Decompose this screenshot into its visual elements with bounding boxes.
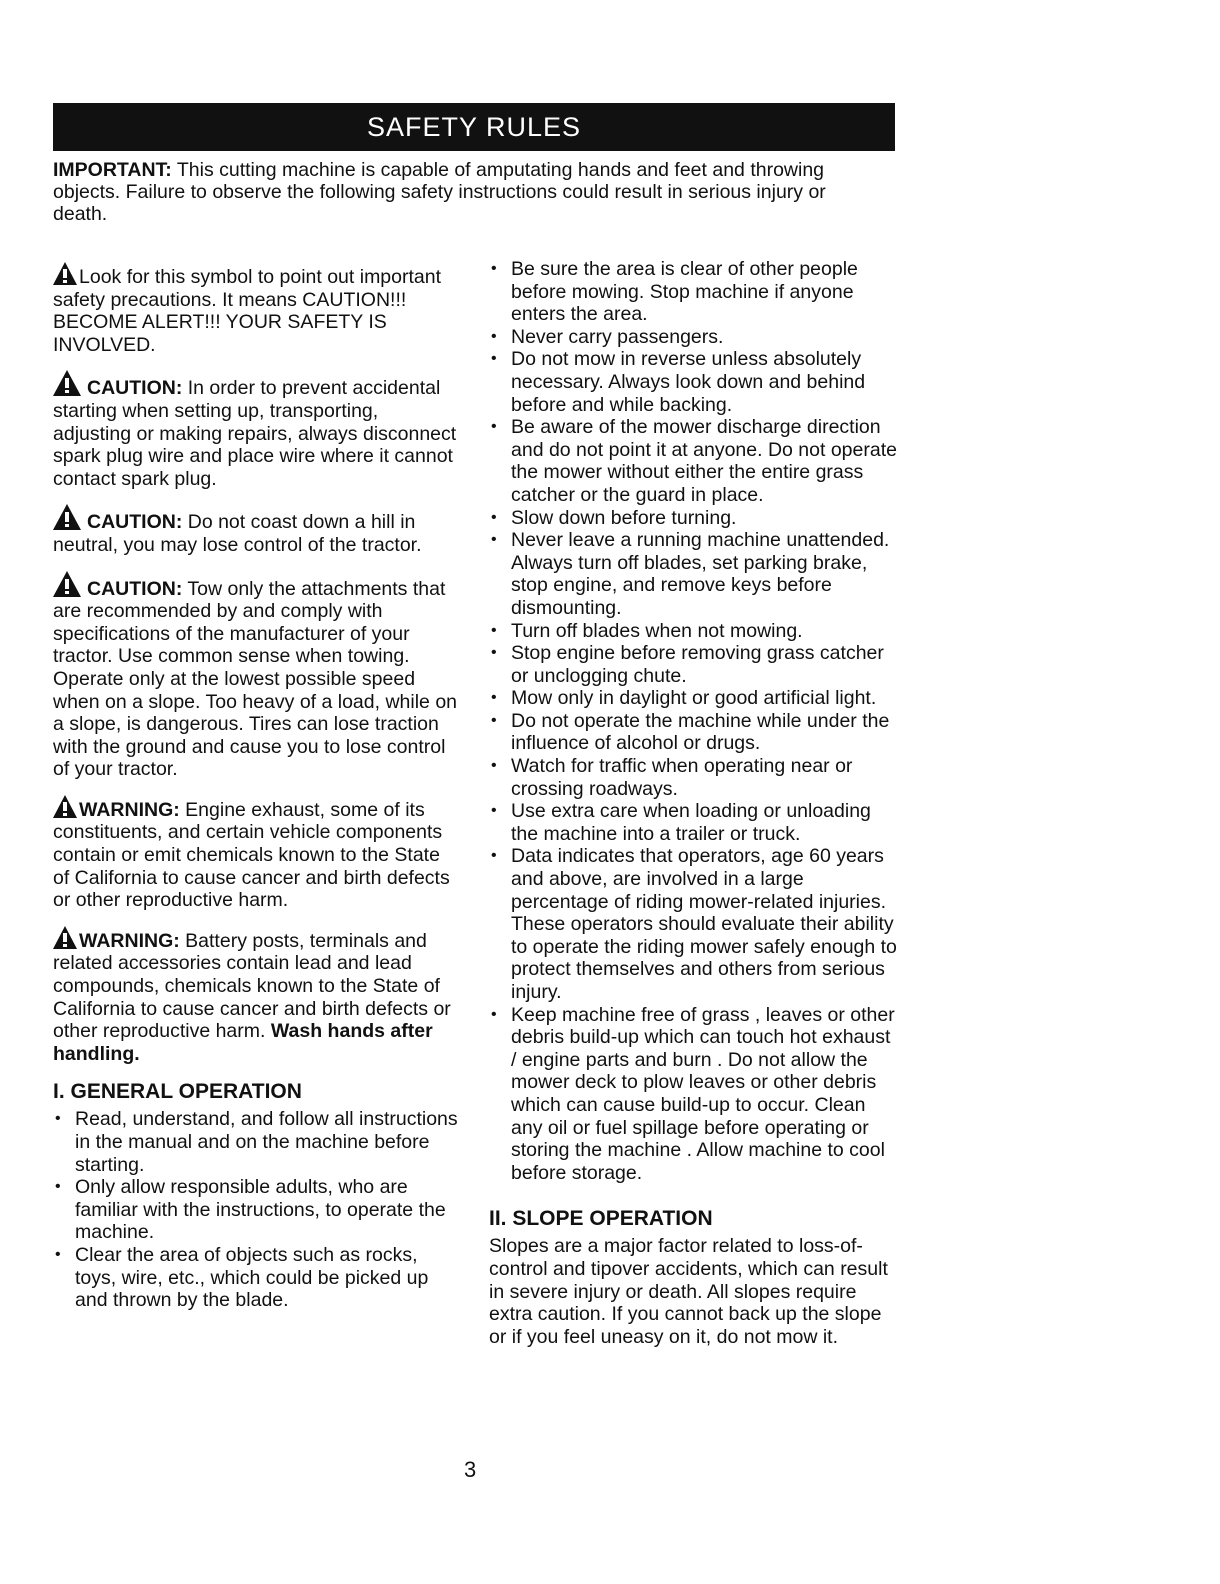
page-number: 3 <box>464 1457 477 1482</box>
right-column <box>489 258 901 1348</box>
list-item: • Mow only in daylight or good artificial light. <box>489 687 901 710</box>
list-item: • Stop engine before removing grass catcher or unclogging chute. <box>489 642 901 687</box>
list-item: • Use extra care when loading or unloading the machine into a trailer or truck. <box>489 800 901 845</box>
list-item: • Data indicates that operators, age 60 years and above, are involved in a large percentage of riding mower-related injuries. These operators should evaluate their ability to operate the riding mower safely enough to protect themselves and others from serious injury. <box>489 845 901 1003</box>
safety-alert-icon <box>53 571 81 597</box>
caution-disconnect: CAUTION: In order to prevent accidental starting when setting up, transporting, adjusting or making repairs, always disconnect spark plug wire and place wire where it cannot contact spark plug. <box>53 370 458 490</box>
list-item: • Slow down before turning. <box>489 507 901 530</box>
symbol-note: Look for this symbol to point out important safety precautions. It means CAUTION!!! BECOME ALERT!!! YOUR SAFETY IS INVOLVED. <box>53 262 458 356</box>
operation-list-continued <box>489 258 901 1184</box>
general-operation-list <box>53 1108 458 1311</box>
section-slope-operation-title: II. SLOPE OPERATION <box>489 1207 713 1231</box>
caution-tow: CAUTION: Tow only the attachments that are recommended by and comply with specifications of the manufacturer of your tractor. Use common sense when towing. Operate only at the lowest possible speed when on a slope. Too heavy of a load, while on a slope, is dangerous. Tires can lose traction with the ground and cause you to lose control of your tractor. <box>53 571 458 781</box>
list-item: • Do not mow in reverse unless absolutely necessary. Always look down and behind before and while backing. <box>489 348 901 416</box>
list-item: • Watch for traffic when operating near or crossing roadways. <box>489 755 901 800</box>
important-text: This cutting machine is capable of amputating hands and feet and throwing objects. Failure to observe the following safety instructions could result in serious injury or death. <box>53 159 826 225</box>
safety-alert-icon <box>53 926 77 949</box>
list-item: • Keep machine free of grass , leaves or other debris build-up which can touch hot exhaust / engine parts and burn . Do not allow the mower deck to plow leaves or other debris which can cause build-up to occur. Clean any oil or fuel spillage before operating or storing the machine . Allow machine to cool before storage. <box>489 1004 901 1185</box>
list-item: • Never leave a running machine unattended. Always turn off blades, set parking brake, stop engine, and remove keys before dismounting. <box>489 529 901 619</box>
list-item: • Only allow responsible adults, who are familiar with the instructions, to operate the machine. <box>53 1176 458 1244</box>
list-item: • Never carry passengers. <box>489 326 901 349</box>
safety-alert-icon <box>53 262 77 285</box>
list-item: • Be sure the area is clear of other people before mowing. Stop machine if anyone enters the area. <box>489 258 901 326</box>
left-column <box>53 262 458 1312</box>
page-title-banner: SAFETY RULES <box>53 103 895 151</box>
list-item: • Turn off blades when not mowing. <box>489 620 901 643</box>
slope-operation-text: Slopes are a major factor related to loss-of-control and tipover accidents, which can result in severe injury or death. All slopes require extra caution. If you cannot back up the slope or if you feel uneasy on it, do not mow it. <box>489 1235 888 1348</box>
list-item: • Be aware of the mower discharge direction and do not point it at anyone. Do not operate the mower without either the entire grass catcher or the guard in place. <box>489 416 901 506</box>
important-notice <box>53 159 883 225</box>
safety-alert-icon <box>53 504 81 530</box>
safety-alert-icon <box>53 795 77 818</box>
section-general-operation-title: I. GENERAL OPERATION <box>53 1080 302 1104</box>
caution-coast: CAUTION: Do not coast down a hill in neutral, you may lose control of the tractor. <box>53 504 458 556</box>
warning-exhaust: WARNING: Engine exhaust, some of its constituents, and certain vehicle components contain or emit chemicals known to the State of California to cause cancer and birth defects or other reproductive harm. <box>53 795 458 912</box>
warning-battery: WARNING: Battery posts, terminals and related accessories contain lead and lead compounds, chemicals known to the State of California to cause cancer and birth defects or other reproductive harm. Wash hands after handling. <box>53 926 458 1066</box>
list-item: • Read, understand, and follow all instructions in the manual and on the machine before starting. <box>53 1108 458 1176</box>
safety-alert-icon <box>53 370 81 396</box>
important-label: IMPORTANT: <box>53 159 172 181</box>
list-item: • Do not operate the machine while under the influence of alcohol or drugs. <box>489 710 901 755</box>
list-item: • Clear the area of objects such as rocks, toys, wire, etc., which could be picked up and thrown by the blade. <box>53 1244 458 1312</box>
